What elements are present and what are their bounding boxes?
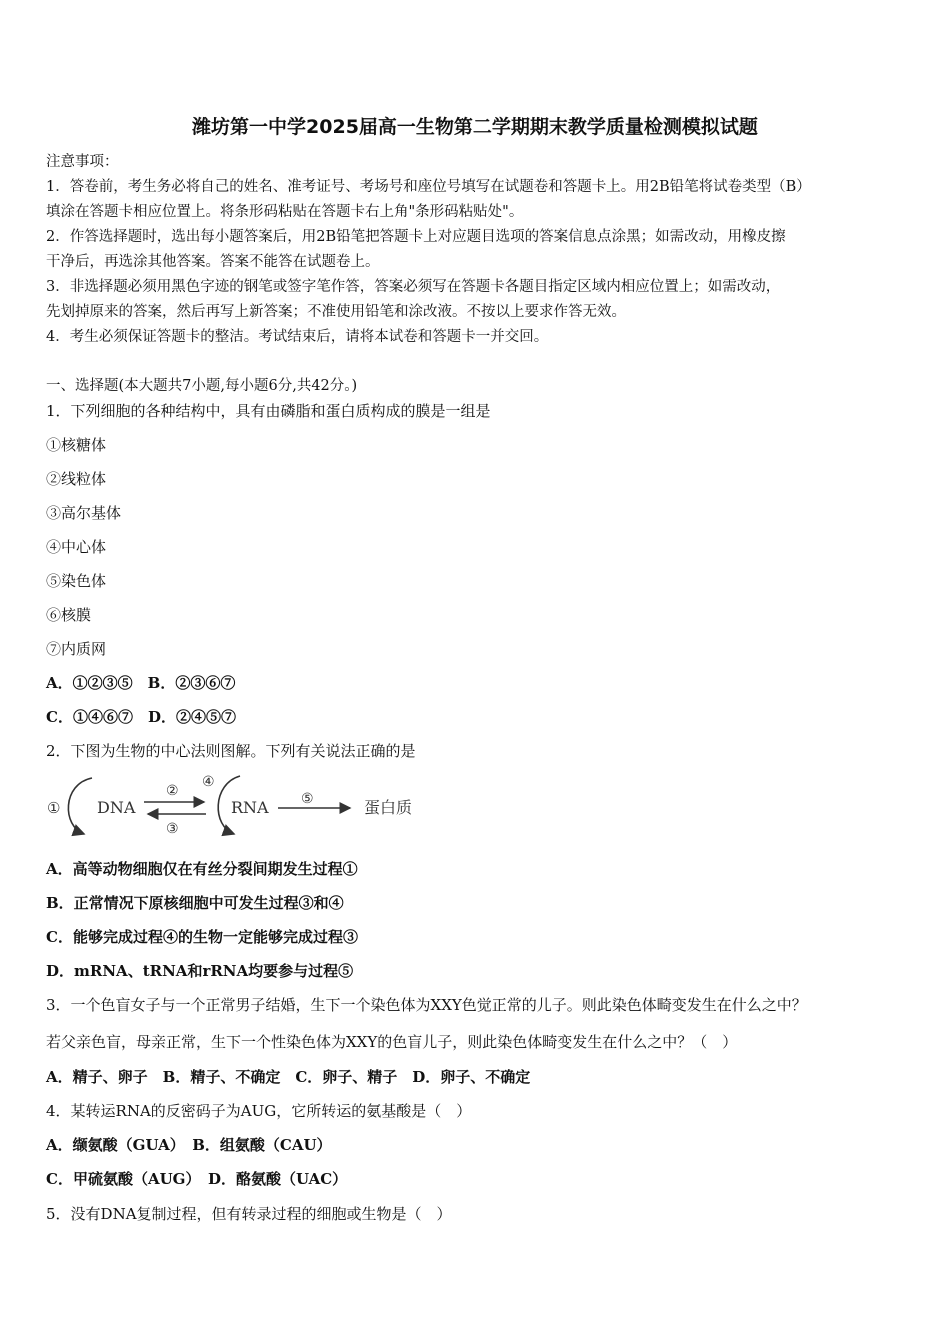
replication-arrow [68,778,92,834]
central-dogma-diagram [44,770,424,840]
diagram-label-4: ④ [202,774,215,790]
notice-line-3: 2．作答选择题时，选出每小题答案后，用2B铅笔把答题卡上对应题目选项的答案信息点涂黑；如需改动，用橡皮擦 [46,229,786,245]
q3-stem-2: 若父亲色盲，母亲正常，生下一个性染色体为XXY的色盲儿子，则此染色体畸变发生在什么之中？（ ） [46,1033,738,1051]
diagram-label-1: ① [47,799,61,817]
page-title: 潍坊第一中学2025届高一生物第二学期期末教学质量检测模拟试题 [192,116,758,138]
diagram-protein-label: 蛋白质 [364,798,413,817]
notice-line-6: 先划掉原来的答案，然后再写上新答案；不准使用铅笔和涂改液。不按以上要求作答无效。 [46,304,626,320]
q1-item-6: ⑥核膜 [46,606,92,624]
q1-item-5: ⑤染色体 [46,572,107,590]
q4-options-cd: C．甲硫氨酸（AUG） D．酪氨酸（UAC） [46,1170,348,1188]
q1-item-3: ③高尔基体 [46,504,122,522]
notice-line-1: 1．答卷前，考生务必将自己的姓名、准考证号、考场号和座位号填写在试题卷和答题卡上。用2B铅笔将试卷类型（B） [46,179,811,195]
q1-item-2: ②线粒体 [46,470,107,488]
diagram-label-3: ③ [166,821,179,837]
q3-options: A．精子、卵子 B．精子、不确定 C．卵子、精子 D．卵子、不确定 [46,1068,531,1086]
notice-line-5: 3．非选择题必须用黑色字迹的钢笔或签字笔作答，答案必须写在答题卡各题目指定区域内相应位置上；如需改动， [46,279,781,295]
q1-options-ab: A．①②③⑤ B．②③⑥⑦ [46,674,236,692]
notice-line-7: 4．考生必须保证答题卡的整洁。考试结束后，请将本试卷和答题卡一并交回。 [46,329,549,345]
q2-stem: 2．下图为生物的中心法则图解。下列有关说法正确的是 [46,742,416,760]
q1-options-cd: C．①④⑥⑦ D．②④⑤⑦ [46,708,236,726]
q2-option-c: C．能够完成过程④的生物一定能够完成过程③ [46,928,358,946]
q4-stem: 4．某转运RNA的反密码子为AUG，它所转运的氨基酸是（ ） [46,1102,472,1120]
q5-stem: 5．没有DNA复制过程，但有转录过程的细胞或生物是（ ） [46,1205,452,1223]
section-heading: 一、选择题(本大题共7小题,每小题6分,共42分。) [46,378,358,394]
q1-item-7: ⑦内质网 [46,640,107,658]
diagram-dna-label: DNA [97,798,136,817]
notice-line-2: 填涂在答题卡相应位置上。将条形码粘贴在答题卡右上角"条形码粘贴处"。 [46,204,524,220]
notice-line-4: 干净后，再选涂其他答案。答案不能答在试题卷上。 [46,254,380,270]
q2-option-a: A．高等动物细胞仅在有丝分裂间期发生过程① [46,860,358,878]
diagram-rna-label: RNA [231,798,269,817]
q2-option-d: D．mRNA、tRNA和rRNA均要参与过程⑤ [46,962,354,980]
diagram-label-5: ⑤ [301,791,314,807]
q1-item-4: ④中心体 [46,538,107,556]
q2-option-b: B．正常情况下原核细胞中可发生过程③和④ [46,894,344,912]
q1-item-1: ①核糖体 [46,436,107,454]
q4-options-ab: A．缬氨酸（GUA） B．组氨酸（CAU） [46,1136,332,1154]
q1-stem: 1．下列细胞的各种结构中，具有由磷脂和蛋白质构成的膜是一组是 [46,402,491,420]
q3-stem-1: 3．一个色盲女子与一个正常男子结婚，生下一个染色体为XXY色觉正常的儿子。则此染色体畸变发生在什么之中？ [46,996,807,1014]
notice-heading: 注意事项： [46,154,119,170]
diagram-label-2: ② [166,783,179,799]
